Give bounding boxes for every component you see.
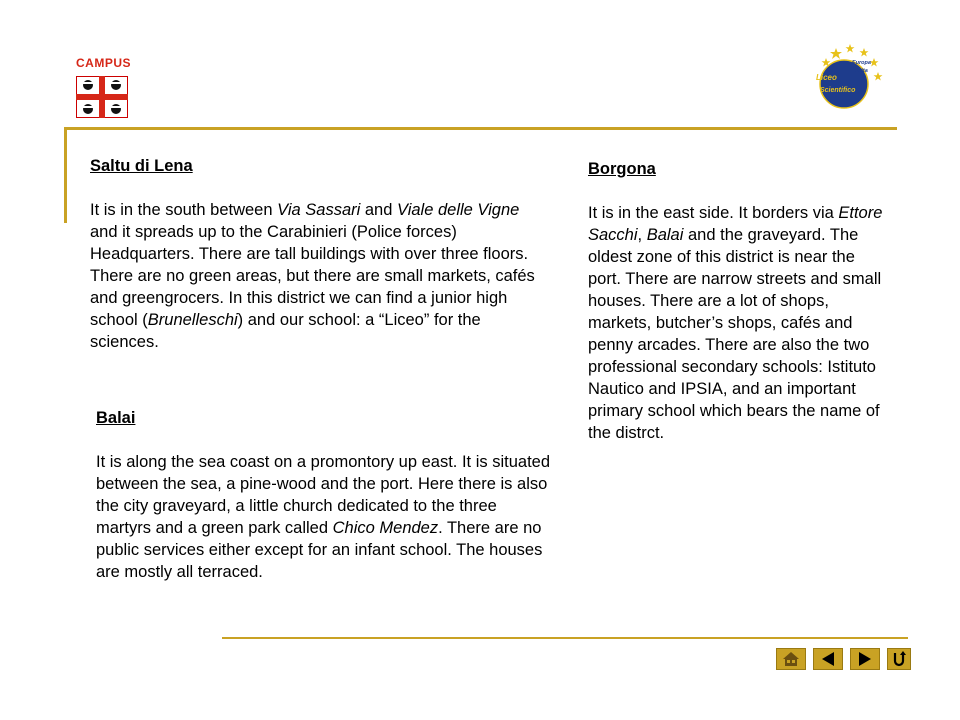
italic-text-segment: Brunelleschi (147, 311, 238, 329)
section-title: Saltu di Lena (90, 157, 193, 175)
top-rule (64, 127, 897, 130)
section-borgona (588, 158, 888, 444)
section-body (90, 199, 550, 353)
arrow-left-icon (820, 651, 836, 667)
return-button[interactable] (887, 648, 911, 670)
italic-text-segment: Via Sassari (277, 201, 361, 219)
section-title: Balai (96, 409, 136, 427)
italic-text-segment: Balai (646, 226, 684, 244)
section-title: Borgona (588, 160, 656, 178)
italic-text-segment: Viale delle Vigne (396, 201, 520, 219)
text-segment: , (637, 226, 647, 244)
arrow-right-icon (857, 651, 873, 667)
liceo-logo-text-3: Europa (852, 60, 871, 66)
text-segment: and (360, 201, 397, 219)
liceo-logo-text-4: Unita (854, 68, 868, 74)
italic-text-segment: Ettore Sacchi (588, 204, 883, 244)
campus-logo (76, 56, 136, 123)
return-icon (891, 650, 907, 668)
section-balai (96, 407, 556, 583)
home-icon (782, 651, 800, 667)
campus-logo-text: CAMPUS (76, 56, 132, 70)
text-segment: and it spreads up to the Carabinieri (Police forces) Headquarters. There are tall buildings with over three floors. There are no green areas, but there are small markets, cafés and greengrocers. In this district we can find a junior high school ( (90, 223, 535, 329)
bottom-rule (222, 637, 908, 639)
section-body (588, 202, 888, 444)
liceo-logo-text-1: Liceo (816, 73, 837, 82)
text-segment: It is in the east side. It borders via (588, 204, 839, 222)
next-button[interactable] (850, 648, 880, 670)
section-saltu-di-lena (90, 155, 550, 353)
liceo-scientifico-logo (806, 42, 886, 112)
text-segment: It is along the sea coast on a promontory up east. It is situated between the sea, a pine-wood and the port. Here there is also the city graveyard, a little church dedicated to the three martyrs and a green park called (96, 453, 551, 537)
section-body (96, 451, 556, 583)
italic-text-segment: Chico Mendez (332, 519, 439, 537)
previous-button[interactable] (813, 648, 843, 670)
home-button[interactable] (776, 648, 806, 670)
text-segment: ) and our school: a “Liceo” for the sciences. (90, 311, 481, 351)
text-segment: It is in the south between (90, 201, 278, 219)
liceo-logo-text-2: Scientifico (820, 87, 856, 94)
text-segment: . There are no public services either except for an infant school. The houses are mostly all terraced. (96, 519, 543, 581)
text-segment: and the graveyard. The oldest zone of this district is near the port. There are narrow streets and small houses. There are a lot of shops, markets, butcher’s shops, cafés and penny arcades. There are also the two professional secondary schools: Istituto Nautico and IPSIA, and an important primary school which bears the name of the distrct. (588, 226, 882, 442)
left-rule (64, 127, 67, 223)
sardinia-flag-icon (76, 76, 128, 118)
